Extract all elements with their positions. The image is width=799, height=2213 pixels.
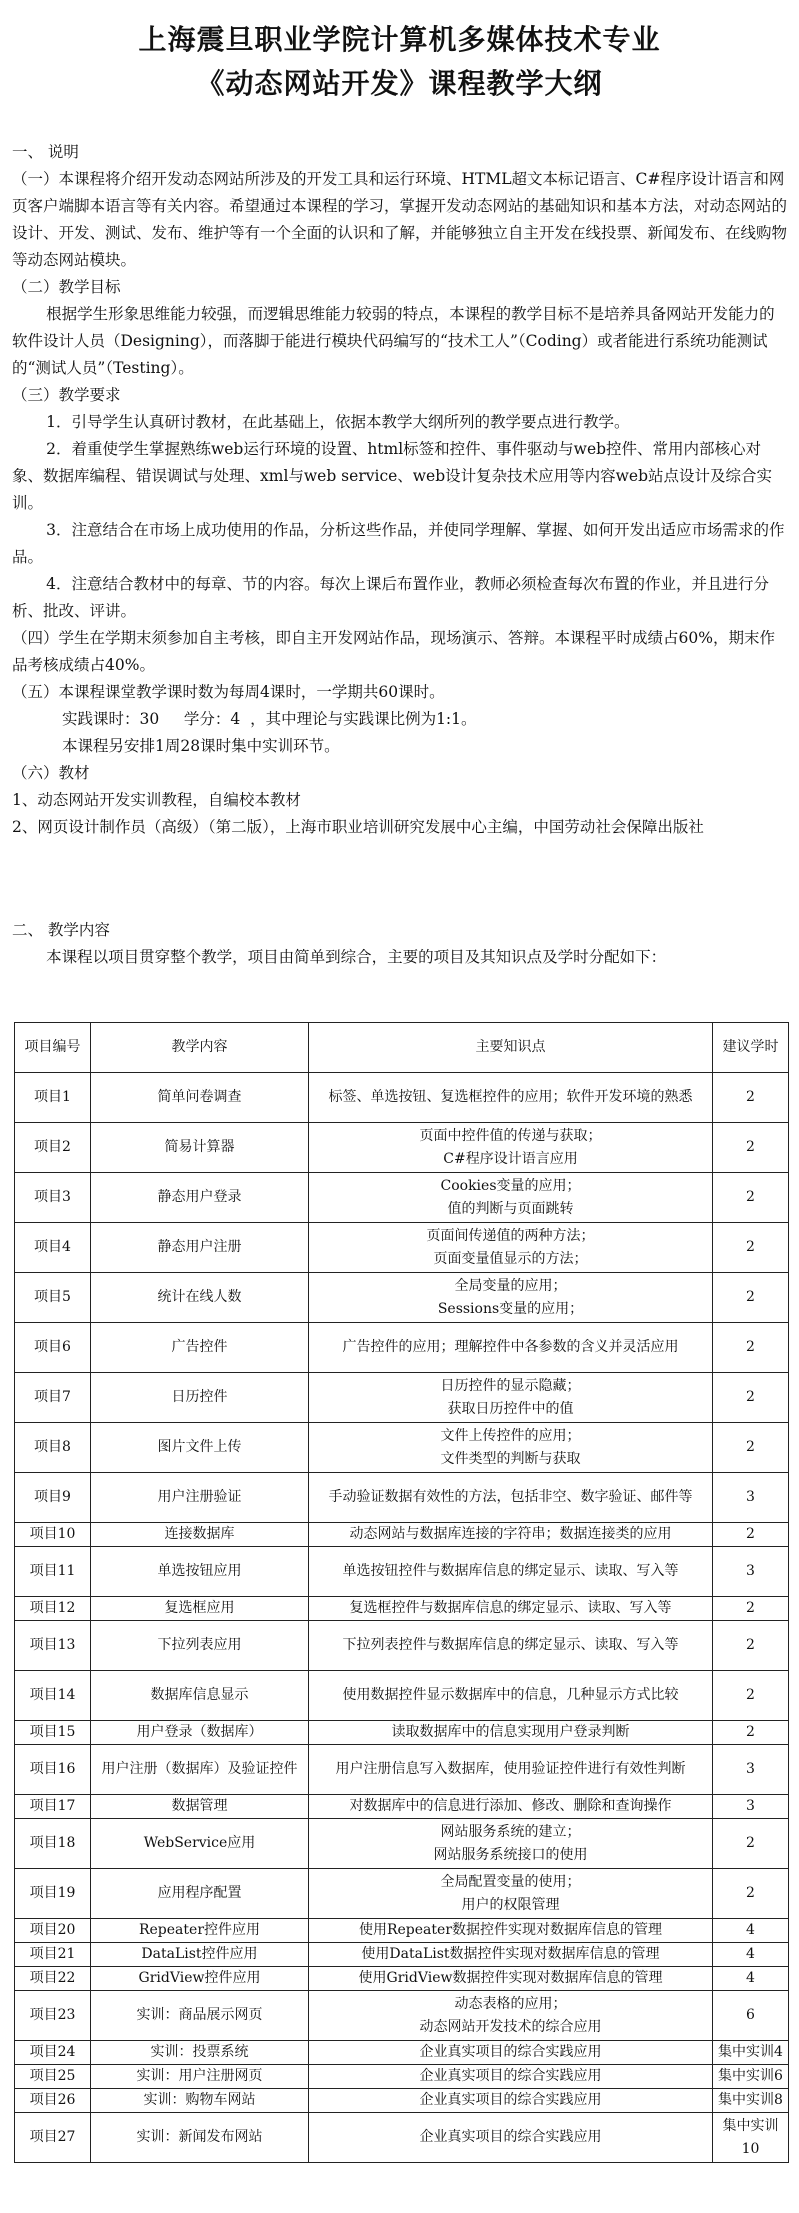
- section2-intro: 本课程以项目贯穿整个教学，项目由简单到综合，主要的项目及其知识点及学时分配如下：: [46, 948, 667, 966]
- cell-points: 企业真实项目的综合实践应用: [309, 2113, 713, 2163]
- cell-hours: 2: [713, 1869, 789, 1919]
- cell-id: 项目26: [15, 2089, 91, 2113]
- table-header-row: [15, 1023, 789, 1073]
- cell-id: 项目20: [15, 1919, 91, 1943]
- cell-hours: 3: [713, 1795, 789, 1819]
- textbook-heading: （六）教材: [12, 764, 90, 782]
- cell-hours: 集中实训4: [713, 2041, 789, 2065]
- cell-points: 页面间传递值的两种方法； 页面变量值显示的方法；: [309, 1223, 713, 1273]
- cell-content: 连接数据库: [91, 1523, 309, 1547]
- cell-points: 用户注册信息写入数据库，使用验证控件进行有效性判断: [309, 1745, 713, 1795]
- cell-content: 数据管理: [91, 1795, 309, 1819]
- cell-points: Cookies变量的应用； 值的判断与页面跳转: [309, 1173, 713, 1223]
- table-row: [15, 2089, 789, 2113]
- cell-content: 实训：购物车网站: [91, 2089, 309, 2113]
- textbook-1: 1、动态网站开发实训教程，自编校本教材: [12, 791, 301, 809]
- cell-points: 全局配置变量的使用； 用户的权限管理: [309, 1869, 713, 1919]
- cell-hours: 4: [713, 1967, 789, 1991]
- cell-points: 文件上传控件的应用； 文件类型的判断与获取: [309, 1423, 713, 1473]
- table-row: [15, 1919, 789, 1943]
- intro-text: 本课程将介绍开发动态网站所涉及的开发工具和运行环境、HTML超文本标记语言、C#程序设计语言和网页客户端脚本语言等有关内容。希望通过本课程的学习，掌握开发动态网站的基础知识和基本方法，对动态网站的设计、开发、测试、发布、维护等有一个全面的认识和了解，并能够独立自主开发在线投票、新闻发布、在线购物等动态网站模块。: [12, 170, 787, 269]
- cell-hours: 6: [713, 1991, 789, 2041]
- cell-content: WebService应用: [91, 1819, 309, 1869]
- cell-points: 下拉列表控件与数据库信息的绑定显示、读取、写入等: [309, 1621, 713, 1671]
- cell-hours: 2: [713, 1173, 789, 1223]
- table-row: [15, 1223, 789, 1273]
- table-row: [15, 2065, 789, 2089]
- cell-hours: 2: [713, 1123, 789, 1173]
- cell-hours: 2: [713, 1373, 789, 1423]
- cell-id: 项目4: [15, 1223, 91, 1273]
- hours-paragraph: （五）本课程课堂教学课时数为每周4课时，一学期共60课时。: [12, 683, 445, 701]
- cell-hours: 2: [713, 1273, 789, 1323]
- requirement-2: 2．着重使学生掌握熟练web运行环境的设置、html标签和控件、事件驱动与web控件、常用内部核心对象、数据库编程、错误调试与处理、xml与web service、web设计复杂技术应用等内容web站点设计及综合实训。: [12, 440, 773, 512]
- cell-content: 统计在线人数: [91, 1273, 309, 1323]
- cell-points: 复选框控件与数据库信息的绑定显示、读取、写入等: [309, 1597, 713, 1621]
- cell-points: 对数据库中的信息进行添加、修改、删除和查询操作: [309, 1795, 713, 1819]
- cell-points: 使用Repeater数据控件实现对数据库信息的管理: [309, 1919, 713, 1943]
- table-row: [15, 1991, 789, 2041]
- cell-points: 企业真实项目的综合实践应用: [309, 2041, 713, 2065]
- cell-points: 企业真实项目的综合实践应用: [309, 2089, 713, 2113]
- cell-hours: 3: [713, 1745, 789, 1795]
- cell-id: 项目27: [15, 2113, 91, 2163]
- cell-hours: 2: [713, 1323, 789, 1373]
- table-body: [15, 1073, 789, 2163]
- cell-id: 项目5: [15, 1273, 91, 1323]
- table-row: [15, 1721, 789, 1745]
- cell-content: Repeater控件应用: [91, 1919, 309, 1943]
- cell-points: 页面中控件值的传递与获取； C#程序设计语言应用: [309, 1123, 713, 1173]
- table-row: [15, 1745, 789, 1795]
- cell-content: 实训：投票系统: [91, 2041, 309, 2065]
- cell-id: 项目12: [15, 1597, 91, 1621]
- cell-id: 项目25: [15, 2065, 91, 2089]
- cell-id: 项目14: [15, 1671, 91, 1721]
- table-row: [15, 1621, 789, 1671]
- cell-id: 项目2: [15, 1123, 91, 1173]
- header-hours: 建议学时: [713, 1023, 789, 1073]
- hours-credits: 实践课时：30 学分：4 ，其中理论与实践课比例为1:1。: [62, 710, 477, 728]
- cell-hours: 3: [713, 1547, 789, 1597]
- hours-training: 本课程另安排1周28课时集中实训环节。: [62, 737, 340, 755]
- textbook-2: 2、网页设计制作员（高级）（第二版），上海市职业培训研究发展中心主编，中国劳动社会保障出版社: [12, 818, 704, 836]
- table-row: [15, 1173, 789, 1223]
- cell-id: 项目13: [15, 1621, 91, 1671]
- cell-hours: 2: [713, 1073, 789, 1123]
- cell-content: 应用程序配置: [91, 1869, 309, 1919]
- table-row: [15, 1423, 789, 1473]
- goals-heading: （二）教学目标: [12, 278, 121, 296]
- table-row: [15, 1123, 789, 1173]
- cell-points: 网站服务系统的建立； 网站服务系统接口的使用: [309, 1819, 713, 1869]
- intro-label: （一）: [12, 170, 59, 188]
- cell-hours: 2: [713, 1597, 789, 1621]
- cell-content: 日历控件: [91, 1373, 309, 1423]
- cell-points: 手动验证数据有效性的方法，包括非空、数字验证、邮件等: [309, 1473, 713, 1523]
- cell-points: 标签、单选按钮、复选框控件的应用；软件开发环境的熟悉: [309, 1073, 713, 1123]
- table-row: [15, 1273, 789, 1323]
- intro-paragraph: [12, 166, 787, 274]
- cell-hours: 2: [713, 1523, 789, 1547]
- table-row: [15, 1671, 789, 1721]
- cell-hours: 2: [713, 1223, 789, 1273]
- cell-content: GridView控件应用: [91, 1967, 309, 1991]
- cell-points: 全局变量的应用； Sessions变量的应用；: [309, 1273, 713, 1323]
- cell-points: 广告控件的应用；理解控件中各参数的含义并灵活应用: [309, 1323, 713, 1373]
- table-row: [15, 1073, 789, 1123]
- cell-content: 实训：新闻发布网站: [91, 2113, 309, 2163]
- table-row: [15, 2113, 789, 2163]
- cell-content: 静态用户注册: [91, 1223, 309, 1273]
- cell-points: 单选按钮控件与数据库信息的绑定显示、读取、写入等: [309, 1547, 713, 1597]
- cell-points: 日历控件的显示隐藏； 获取日历控件中的值: [309, 1373, 713, 1423]
- cell-id: 项目8: [15, 1423, 91, 1473]
- table-row: [15, 1795, 789, 1819]
- table-row: [15, 1819, 789, 1869]
- table-row: [15, 1523, 789, 1547]
- table-row: [15, 1547, 789, 1597]
- cell-id: 项目9: [15, 1473, 91, 1523]
- cell-hours: 2: [713, 1423, 789, 1473]
- table-row: [15, 1943, 789, 1967]
- cell-content: DataList控件应用: [91, 1943, 309, 1967]
- cell-hours: 2: [713, 1819, 789, 1869]
- syllabus-table: [14, 1022, 789, 2163]
- table-row: [15, 1967, 789, 1991]
- cell-points: 使用DataList数据控件实现对数据库信息的管理: [309, 1943, 713, 1967]
- cell-content: 简单问卷调查: [91, 1073, 309, 1123]
- cell-content: 下拉列表应用: [91, 1621, 309, 1671]
- cell-hours: 2: [713, 1721, 789, 1745]
- cell-hours: 集中实训10: [713, 2113, 789, 2163]
- cell-id: 项目7: [15, 1373, 91, 1423]
- header-content: 教学内容: [91, 1023, 309, 1073]
- requirements-heading: （三）教学要求: [12, 386, 121, 404]
- cell-content: 广告控件: [91, 1323, 309, 1373]
- table-row: [15, 1323, 789, 1373]
- cell-points: 使用GridView数据控件实现对数据库信息的管理: [309, 1967, 713, 1991]
- cell-hours: 4: [713, 1919, 789, 1943]
- cell-content: 用户注册（数据库）及验证控件: [91, 1745, 309, 1795]
- cell-content: 单选按钮应用: [91, 1547, 309, 1597]
- doc-title-line1: 上海震旦职业学院计算机多媒体技术专业: [138, 23, 661, 56]
- doc-title-line2: 《动态网站开发》课程教学大纲: [196, 67, 603, 100]
- cell-points: 动态表格的应用； 动态网站开发技术的综合应用: [309, 1991, 713, 2041]
- cell-id: 项目15: [15, 1721, 91, 1745]
- requirement-4: 4．注意结合教材中的每章、节的内容。每次上课后布置作业，教师必须检查每次布置的作业，并且进行分析、批改、评讲。: [12, 575, 769, 620]
- cell-content: 用户登录（数据库）: [91, 1721, 309, 1745]
- cell-hours: 4: [713, 1943, 789, 1967]
- cell-content: 复选框应用: [91, 1597, 309, 1621]
- cell-content: 实训：商品展示网页: [91, 1991, 309, 2041]
- cell-id: 项目11: [15, 1547, 91, 1597]
- cell-id: 项目22: [15, 1967, 91, 1991]
- cell-id: 项目19: [15, 1869, 91, 1919]
- cell-id: 项目24: [15, 2041, 91, 2065]
- cell-points: 企业真实项目的综合实践应用: [309, 2065, 713, 2089]
- section1-heading: 一、 说明: [12, 143, 79, 161]
- header-id: 项目编号: [15, 1023, 91, 1073]
- cell-points: 使用数据控件显示数据库中的信息，几种显示方式比较: [309, 1671, 713, 1721]
- cell-content: 实训：用户注册网页: [91, 2065, 309, 2089]
- cell-id: 项目21: [15, 1943, 91, 1967]
- cell-hours: 2: [713, 1671, 789, 1721]
- table-row: [15, 2041, 789, 2065]
- cell-content: 静态用户登录: [91, 1173, 309, 1223]
- table-row: [15, 1597, 789, 1621]
- cell-id: 项目17: [15, 1795, 91, 1819]
- cell-content: 数据库信息显示: [91, 1671, 309, 1721]
- cell-id: 项目10: [15, 1523, 91, 1547]
- requirement-1: 1．引导学生认真研讨教材，在此基础上，依据本教学大纲所列的教学要点进行教学。: [46, 413, 630, 431]
- goals-paragraph: 根据学生形象思维能力较强，而逻辑思维能力较弱的特点，本课程的教学目标不是培养具备网站开发能力的软件设计人员（Designing），而落脚于能进行模块代码编写的“技术工人”（Coding）或者能进行系统功能测试的“测试人员”（Testing）。: [12, 305, 775, 377]
- cell-id: 项目16: [15, 1745, 91, 1795]
- cell-id: 项目3: [15, 1173, 91, 1223]
- assessment-paragraph: （四）学生在学期末须参加自主考核，即自主开发网站作品，现场演示、答辩。本课程平时成绩占60%，期末作品考核成绩占40%。: [12, 629, 775, 674]
- table-row: [15, 1869, 789, 1919]
- cell-content: 图片文件上传: [91, 1423, 309, 1473]
- table-row: [15, 1473, 789, 1523]
- cell-id: 项目23: [15, 1991, 91, 2041]
- requirement-3: 3．注意结合在市场上成功使用的作品，分析这些作品，并使同学理解、掌握、如何开发出适应市场需求的作品。: [12, 521, 785, 566]
- cell-id: 项目1: [15, 1073, 91, 1123]
- cell-hours: 集中实训8: [713, 2089, 789, 2113]
- cell-id: 项目6: [15, 1323, 91, 1373]
- header-points: 主要知识点: [309, 1023, 713, 1073]
- cell-content: 用户注册验证: [91, 1473, 309, 1523]
- cell-hours: 3: [713, 1473, 789, 1523]
- cell-points: 动态网站与数据库连接的字符串；数据连接类的应用: [309, 1523, 713, 1547]
- cell-id: 项目18: [15, 1819, 91, 1869]
- cell-content: 简易计算器: [91, 1123, 309, 1173]
- table-row: [15, 1373, 789, 1423]
- cell-points: 读取数据库中的信息实现用户登录判断: [309, 1721, 713, 1745]
- cell-hours: 集中实训6: [713, 2065, 789, 2089]
- section2-heading: 二、 教学内容: [12, 921, 110, 939]
- cell-hours: 2: [713, 1621, 789, 1671]
